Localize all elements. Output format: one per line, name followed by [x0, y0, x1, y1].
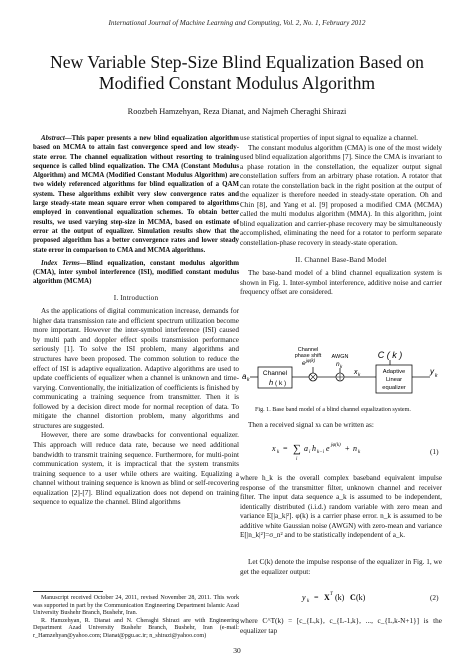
- fig-input-sub: k: [247, 377, 250, 383]
- eq1-h-sub: k−i: [317, 450, 324, 455]
- phase-shift-label-2: phase shift: [294, 353, 322, 359]
- eq2-c-arg: (k): [356, 593, 366, 602]
- footnote-1: Manuscript received October 24, 2011, revised November 28, 2011. This work was supported in part by the Communication Engineering Department Islamic Azad University Bushehr Branch, Bushehr, Iran.: [33, 595, 239, 617]
- equalizer-label-1: Adaptive: [382, 369, 406, 375]
- paper-title: New Variable Step-Size Blind Equalization Based on Modified Constant Modulus Algorithm: [50, 52, 424, 93]
- channel-h: h: [269, 378, 274, 387]
- received-signal-text-a: Then a received signal x: [248, 421, 319, 429]
- right-paragraph-1: use statistical properties of input signal to equalize a channel.: [240, 134, 418, 142]
- xk-sub: k: [358, 372, 361, 377]
- phase-shift-label-1: Channel: [297, 347, 319, 353]
- output-label: y: [430, 367, 434, 376]
- equation-2-number: (2): [430, 593, 439, 602]
- journal-header: International Journal of Machine Learning and Computing, Vol. 2, No. 1, February 2012: [108, 19, 366, 27]
- intro-paragraph-1: As the applications of digital communication increase, demands for higher data transmission rate and efficient spectrum utilization become more important. However the inter-symbol interference (ISI) caused by multi path and doppler effect spoils transmission performance seriously [1]. To solve the ISI problem, many algorithms and structures have been proposed. The common solution to reduce the effect of ISI is adaptive equalization. Adaptive algorithms are used to update coefficients of equalizer when a channel is unknown and time-varying. Conventionally, the initialization of coefficients is finished by communicating a training sequence from transmitter. Then it is followed by a decision direct mode for normal reception of data. To mitigate the channel distortion problem, many algorithms and structures are suggested.: [33, 307, 239, 430]
- author-list: Roozbeh Hamzehyan, Reza Dianat, and Najmeh Cheraghi Shirazi: [127, 107, 347, 116]
- channel-label: Channel: [262, 370, 288, 377]
- eq2-y: y: [302, 593, 306, 602]
- eq2-x-exp: T: [330, 592, 333, 597]
- eq1-e-exp: jφ(k): [331, 443, 341, 448]
- eq1-e: e: [326, 444, 330, 453]
- eq1-sum: ∑: [293, 443, 301, 455]
- intro-paragraph-2: However, there are some drawbacks for conventional equalizer. This approach will reduce data rate, because we need additional bandwidth to transmit training sequence. Furthermore, for multi-point communication system, it is impractical that the system transmits training sequence to a user while others are waiting. Equalizing a channel without training sequence is known as blind or self-recovering equalization [2]-[7]. Blind equalization does not depend on training sequence to equalize the channel. Blind algorithms: [33, 431, 239, 507]
- page-number: 30: [233, 646, 241, 655]
- footnotes: [33, 595, 239, 641]
- index-terms-lead: Index Terms: [41, 259, 80, 267]
- eq2-x-arg: (k): [335, 593, 345, 602]
- figure-1-block-diagram: [240, 346, 442, 406]
- eq1-a: a: [304, 444, 308, 453]
- noise-label: n: [336, 361, 340, 368]
- eq2-equals: =: [314, 593, 319, 602]
- fig-input-label: a: [242, 372, 247, 381]
- eq1-n: n: [353, 444, 357, 453]
- section-heading-introduction: I. Introduction: [113, 293, 159, 302]
- abstract-lead: Abstract: [41, 135, 65, 142]
- equalizer-label-2: Linear: [385, 377, 403, 383]
- xk-label: x: [354, 369, 358, 376]
- equation-2: [300, 586, 390, 608]
- output-sub: k: [435, 373, 438, 379]
- section-heading-model: II. Channel Base-Band Model: [295, 255, 387, 264]
- eq1-h: h: [312, 444, 316, 453]
- right-paragraph-2: The constant modulus algorithm (CMA) is one of the most widely used blind equalization algorithms [7]. Since the CMA is invariant to a phase rotation in the constellation, the equalizer output signal constellation suffers from an arbitrary phase rotation. A rotator that can rotate the constellation back in the right position at the output of the equalizer is therefore needed in steady-state operation. Oh and Chin [8], and Yang et al. [9] proposed a modified CMA (MCMA) called the multi modulus algorithm (MMA). In this algorithm, joint blind equalization and carrier-phase recovery may be simultaneously accomplished, eliminating the need for a rotator to perform separate constellation-phase recovery in steady-state operation.: [240, 143, 442, 248]
- eq1-n-sub: k: [358, 450, 361, 455]
- where-line-2: where C^T(k) = [c_{L,k}, c_{L-1,k}, ..., c_{L,k-N+1}] is the equalizer tap: [240, 617, 442, 635]
- received-signal-text-b: can be written as:: [321, 421, 374, 429]
- equalizer-label-3: equalizer: [382, 385, 406, 391]
- eq2-y-sub: k: [307, 599, 310, 604]
- awgn-label: AWGN: [331, 354, 349, 360]
- eq1-sum-index: i: [296, 457, 298, 462]
- eq1-lhs: x: [272, 444, 276, 453]
- right-column: [240, 134, 442, 298]
- eq2-x: X: [324, 593, 330, 602]
- equation-1: [268, 437, 378, 463]
- where-paragraph: where h_k is the overall complex baseband equivalent impulse response of the transmitter filter, unknown channel and receiver filter. The input data sequence a_k is assumed to be independent, identically distributed (i.i.d.) random variable with zero mean and variance E[|a_k|²]. φ(k) is a carrier phase error. n_k is assumed to be additive white Gaussian noise (AWGN) with zero-mean and variance E[|n_k|²]=σ_n² and to be statistically independent of a_k.: [240, 474, 442, 540]
- equation-1-number: (1): [430, 447, 439, 456]
- let-line: Let C(k) denote the impulse response of the equalizer in Fig. 1, we get the equalizer output:: [240, 558, 442, 576]
- index-terms: [33, 259, 239, 287]
- phase-expr: e: [302, 360, 306, 367]
- abstract: [33, 134, 239, 255]
- model-paragraph: The base-band model of a blind channel equalization system is shown in Fig. 1. Inter-symbol interference, additive noise and carrier frequency offset are considered.: [240, 269, 442, 297]
- footnote-divider: [33, 591, 103, 592]
- index-terms-text: —Blind equalization, constant modulus algorithm (CMA), inter symbol interference (ISI), modified constant modulus algorithm (MCMA): [33, 259, 239, 286]
- eq2-c: C: [350, 593, 356, 602]
- eq1-a-sub: i: [309, 450, 311, 455]
- noise-sub: k: [340, 364, 343, 369]
- eq1-lhs-sub: k: [277, 450, 280, 455]
- figure-1-caption: Fig. 1. Base band model of a blind channel equalization system.: [255, 407, 411, 413]
- abstract-text: —This paper presents a new blind equalization algorithm based on MCMA to attain fast convergence speed and low steady-state error. The channel equalization without resorting to training sequence is called blind equalization. The CMA (Constant Modulus Algorithm) and MCMA (Modified Constant Modulus Algorithm) are two widely referenced algorithms for blind equalization of a QAM system. These algorithms exhibit very slow convergence rates and large steady-state mean square error when compared to algorithms employed in conventional equalization schemes. To obtain better results, we used varying step-size in MCMA, based on estimate of error at the output of equalizer. Simulation results show that the proposed algorithm has a better convergence rates and lower steady state error in comparison to CMA and MCMA algorithms.: [33, 135, 239, 254]
- eq1-equals: =: [283, 444, 288, 453]
- phase-exponent: jφ(k): [306, 358, 316, 363]
- equalizer-c-label: C ( k ): [377, 350, 403, 360]
- eq1-plus: +: [345, 444, 350, 453]
- footnote-2: R. Hamzehyan, R. Dianat and N. Cheraghi Shirazi are with Engineering Department Azad University Bushehr Branch, Bushehr, Iran (e-mail: r_Hamzehyan@yahoo.com; Dianat@pgu.ac.ir; n_shirazi@yahoo.com): [33, 617, 239, 639]
- received-signal-sub: k: [318, 424, 322, 429]
- received-signal-intro: [248, 421, 448, 432]
- left-column: [33, 134, 239, 508]
- channel-arg: ( k ): [275, 380, 287, 387]
